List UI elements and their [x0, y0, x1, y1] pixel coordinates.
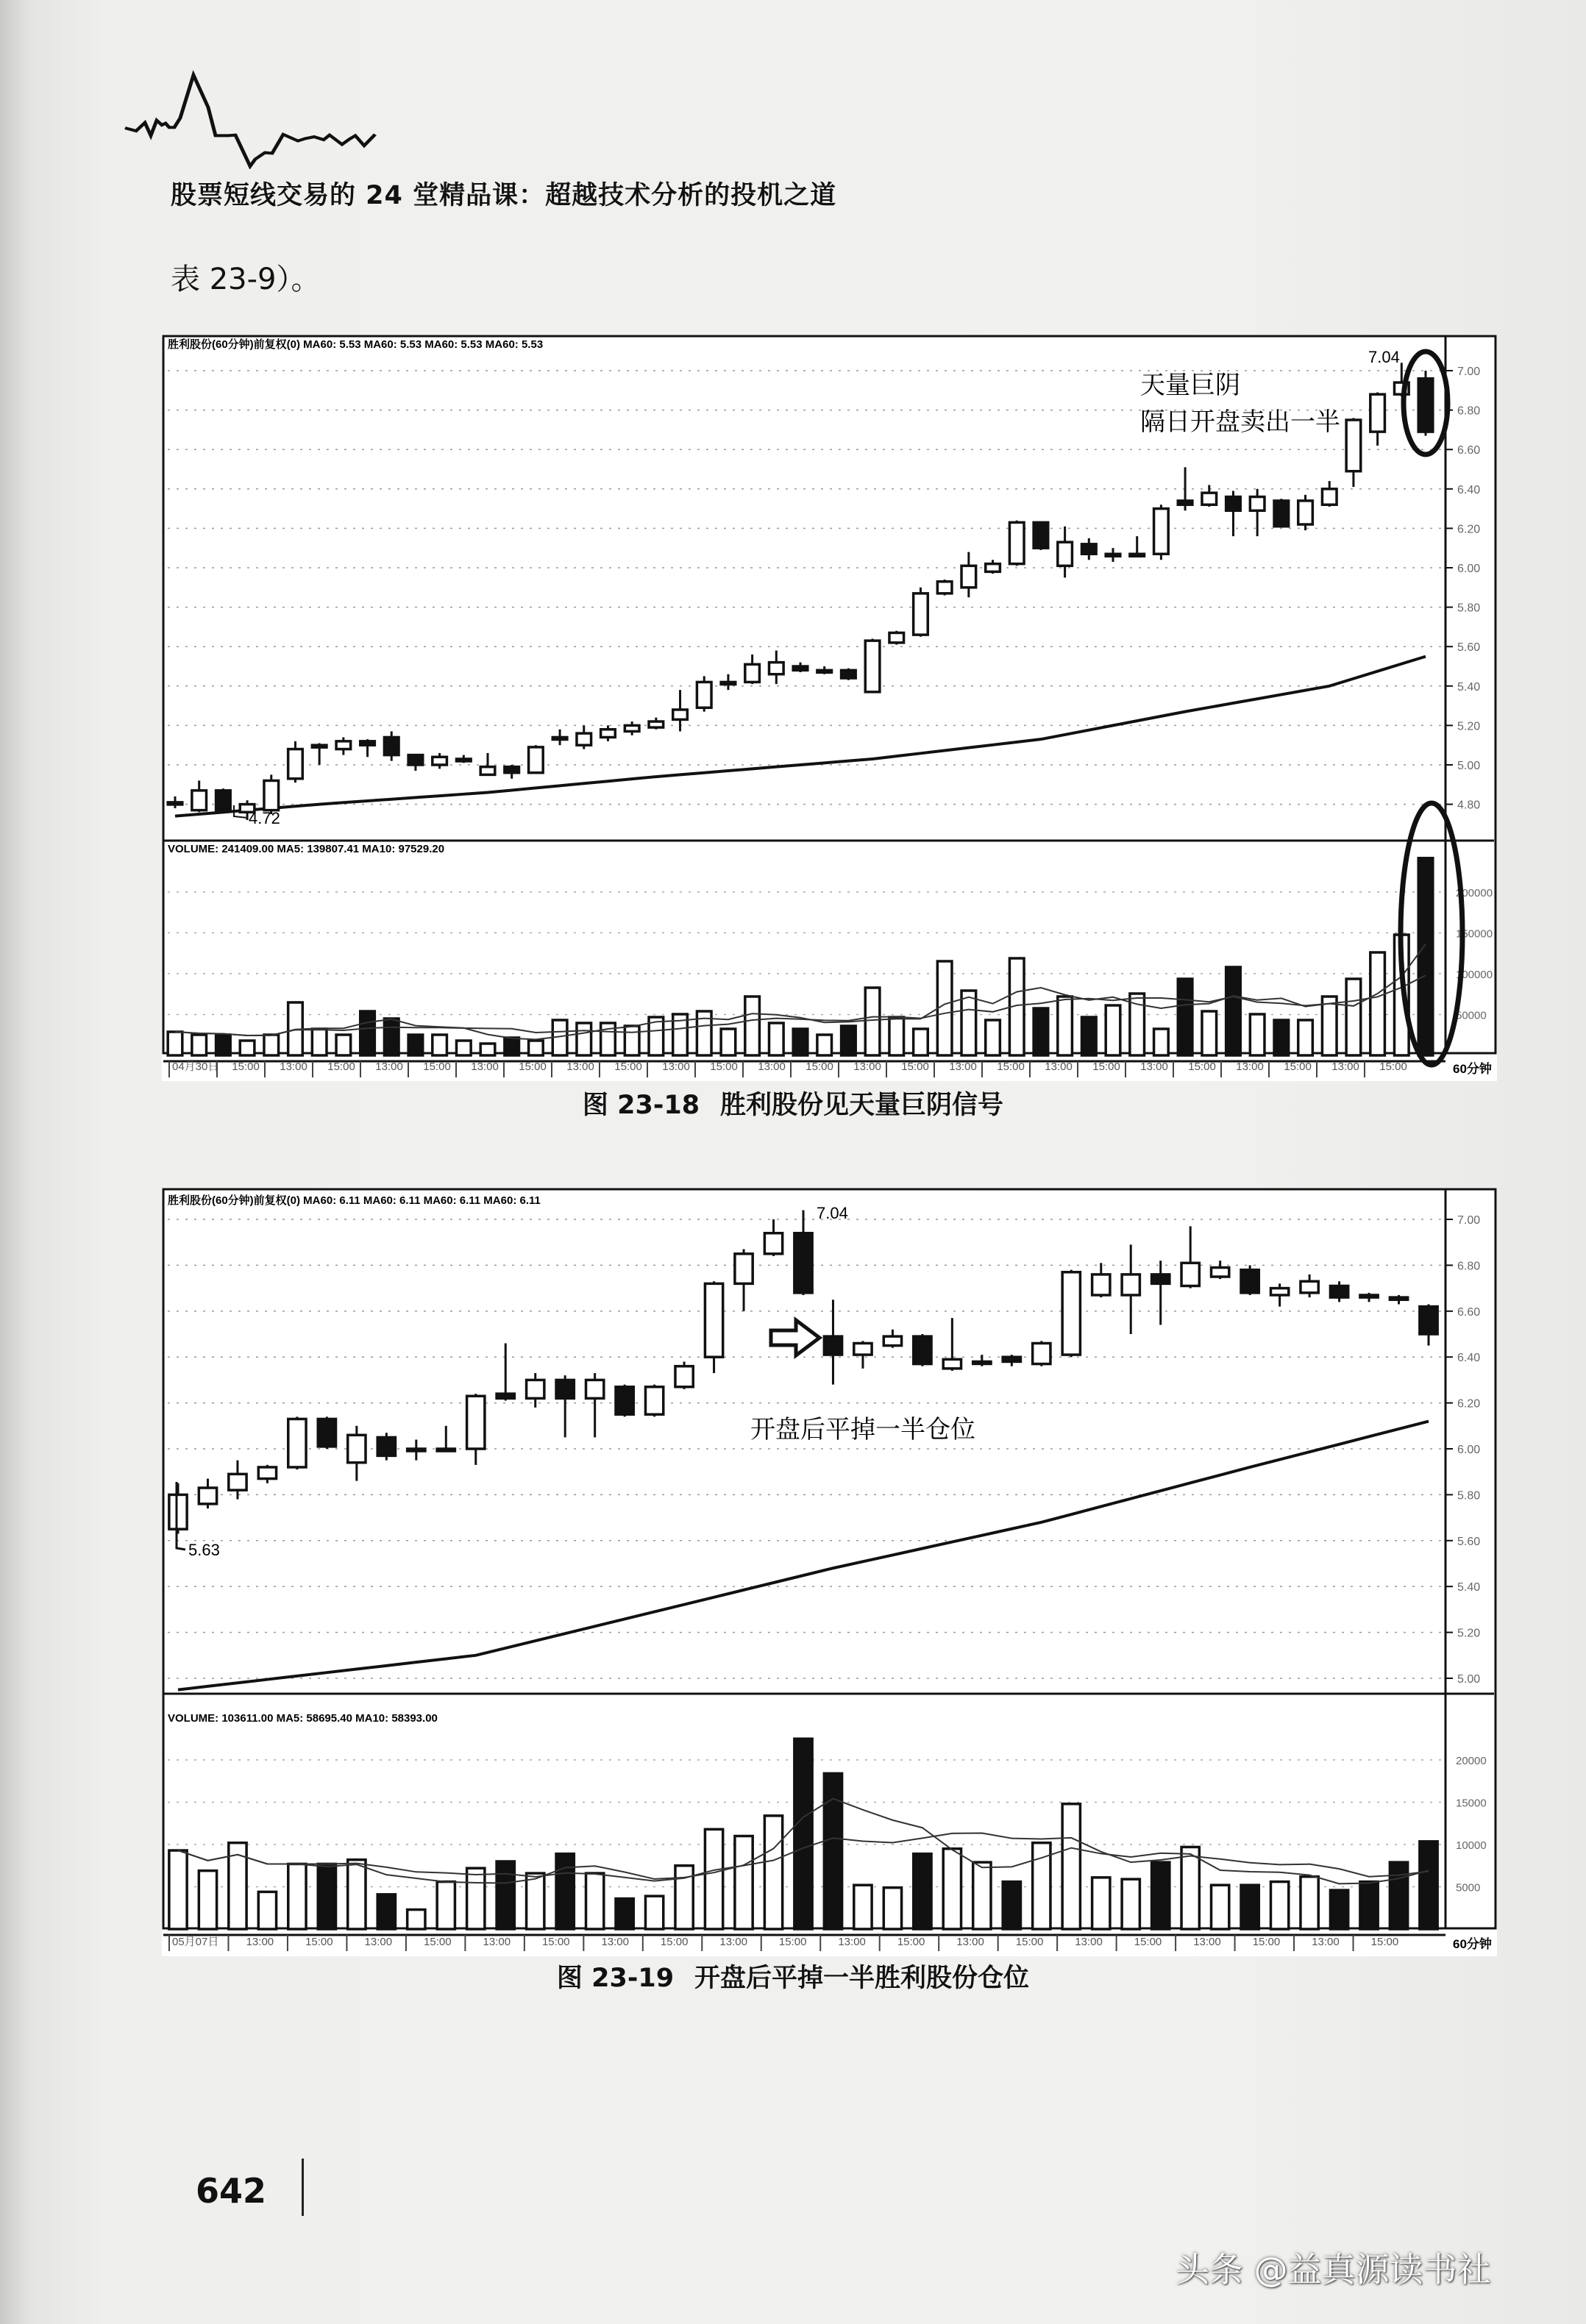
volume-bar [1181, 1847, 1199, 1929]
time-label: 13:00 [280, 1061, 307, 1073]
volume-bar [645, 1896, 663, 1929]
time-label: 13:00 [1193, 1936, 1221, 1948]
volume-bar [1154, 1029, 1169, 1055]
price-tick-label: 5.20 [1457, 720, 1481, 733]
time-label: 13:00 [471, 1061, 499, 1073]
candle-down [616, 1387, 633, 1414]
volume-bar [937, 961, 952, 1055]
volume-panel-header: VOLUME: 103611.00 MA5: 58695.40 MA10: 58393.00 [168, 1712, 438, 1725]
candle-down [1420, 1307, 1437, 1334]
candle-up [943, 1359, 961, 1368]
time-label: 13:00 [949, 1061, 977, 1073]
candle-up [288, 749, 303, 779]
candle-up [437, 1449, 455, 1451]
volume-tick-label: 20000 [1456, 1755, 1487, 1767]
volume-bar [408, 1910, 425, 1929]
volume-bar [433, 1035, 447, 1055]
volume-bar [457, 1041, 472, 1055]
volume-bar [1298, 1020, 1313, 1055]
candle-up [854, 1343, 872, 1355]
volume-bar [675, 1866, 693, 1929]
candle-down [497, 1394, 514, 1398]
volume-bar [556, 1854, 574, 1929]
candle-down [377, 1437, 395, 1455]
volume-bar [437, 1882, 455, 1929]
volume-bar [769, 1023, 784, 1055]
book-logo-mountain-icon [121, 66, 497, 169]
volume-bar [1202, 1011, 1217, 1055]
time-label: 15:00 [1284, 1061, 1312, 1073]
price-tick-label: 7.00 [1457, 1214, 1481, 1227]
candle-up [1181, 1263, 1199, 1286]
candle-up [1058, 542, 1073, 566]
candle-up [408, 1449, 425, 1451]
volume-bar [1346, 979, 1361, 1055]
caption-number: 图 23-18 [582, 1091, 700, 1120]
volume-bar [1106, 1005, 1120, 1055]
candle-up [1062, 1272, 1080, 1355]
annotation-text-sell-half: 隔日开盘卖出一半 [1140, 408, 1340, 436]
volume-bar [745, 997, 760, 1055]
candle-down [384, 737, 399, 755]
candle-up [1154, 509, 1169, 555]
candle-up [1130, 554, 1145, 556]
candle-up [937, 582, 952, 594]
candle-down [360, 741, 375, 745]
volume-bar [973, 1862, 991, 1929]
candle-up [457, 759, 472, 761]
volume-bar [360, 1011, 375, 1055]
price-tick-label: 7.00 [1457, 366, 1481, 378]
candle-down [1226, 497, 1241, 511]
candle-down [1178, 501, 1192, 505]
price-tick-label: 6.20 [1457, 1397, 1481, 1411]
volume-bar [1322, 997, 1337, 1055]
candle-up [649, 721, 664, 727]
candle-up [865, 641, 880, 692]
volume-bar [497, 1861, 514, 1929]
volume-bar [586, 1873, 604, 1929]
candle-up [735, 1254, 753, 1284]
price-tick-label: 6.00 [1457, 1444, 1481, 1456]
volume-bar [616, 1899, 633, 1929]
price-tick-label: 5.40 [1457, 1581, 1481, 1594]
price-panel-header: 胜利股份(60分钟)前复权(0) MA60: 6.11 MA60: 6.11 MA60: 6.11 MA60: 6.11 [168, 1194, 541, 1207]
time-label: 15:00 [305, 1936, 333, 1948]
time-label: 15:00 [519, 1061, 547, 1073]
candle-down [1360, 1295, 1378, 1297]
time-label: 15:00 [541, 1936, 570, 1948]
time-label: 15:00 [1015, 1936, 1044, 1948]
low-price-label: 4.72 [249, 809, 280, 827]
candle-down [1003, 1357, 1020, 1361]
time-label: 13:00 [1140, 1061, 1168, 1073]
candle-up [973, 1361, 991, 1364]
candle-up [1301, 1281, 1318, 1293]
candle-down [1274, 501, 1289, 527]
price-tick-label: 5.80 [1457, 1489, 1481, 1503]
time-label: 04月30日 [172, 1061, 219, 1073]
candle-up [1092, 1275, 1110, 1295]
volume-tick-label: 10000 [1456, 1839, 1487, 1852]
volume-bar [986, 1020, 1000, 1055]
book-running-title: 股票短线交易的 24 堂精品课：超越技术分析的投机之道 [171, 181, 837, 210]
volume-bar [1178, 979, 1192, 1055]
volume-bar [764, 1816, 782, 1929]
candle-up [889, 632, 904, 642]
candle-down [408, 755, 423, 765]
period-label: 60分钟 [1453, 1937, 1492, 1951]
volume-bar [817, 1035, 832, 1055]
candle-down [1034, 522, 1048, 548]
time-label: 15:00 [778, 1936, 807, 1948]
volume-tick-label: 100000 [1456, 968, 1493, 981]
volume-bar [336, 1035, 351, 1055]
candle-down [1082, 544, 1097, 554]
volume-bar [312, 1029, 327, 1055]
volume-bar [721, 1029, 736, 1055]
volume-bar [883, 1888, 901, 1929]
volume-tick-label: 15000 [1456, 1797, 1487, 1810]
time-label: 13:00 [838, 1936, 866, 1948]
candle-down [793, 666, 808, 670]
price-tick-label: 5.60 [1457, 1535, 1481, 1548]
price-tick-label: 4.80 [1457, 799, 1481, 812]
time-label: 13:00 [853, 1061, 881, 1073]
volume-bar [168, 1032, 182, 1055]
figure-caption-23-18 [0, 1085, 1586, 1122]
candle-up [312, 745, 327, 747]
volume-bar [1034, 1008, 1048, 1055]
volume-bar [914, 1854, 931, 1929]
time-label: 15:00 [1134, 1936, 1162, 1948]
candle-up [914, 594, 928, 635]
candle-up [527, 1380, 544, 1398]
price-tick-label: 6.00 [1457, 563, 1481, 575]
candle-up [645, 1387, 663, 1414]
candle-down [1390, 1297, 1407, 1300]
price-tick-label: 5.60 [1457, 641, 1481, 655]
price-tick-label: 6.60 [1457, 1305, 1481, 1319]
ma60-line [175, 657, 1426, 816]
time-label: 13:00 [364, 1936, 393, 1948]
volume-bar [1250, 1014, 1265, 1055]
candle-up [288, 1419, 306, 1467]
volume-bar [348, 1860, 366, 1929]
candle-up [1270, 1288, 1288, 1295]
volume-bar [793, 1029, 808, 1055]
volume-bar [1122, 1879, 1139, 1929]
volume-bar [1418, 858, 1433, 1055]
body-text-line: 表 23-9）。 [171, 263, 321, 296]
candle-up [745, 664, 760, 682]
time-label: 13:00 [1075, 1936, 1103, 1948]
price-tick-label: 5.80 [1457, 602, 1481, 615]
volume-bar [735, 1836, 753, 1930]
annotation-text-close-half: 开盘后平掉一半仓位 [750, 1416, 975, 1444]
time-label: 15:00 [232, 1061, 260, 1073]
volume-bar [467, 1868, 485, 1929]
candle-down [556, 1380, 574, 1398]
candle-up [673, 710, 688, 719]
volume-bar [1301, 1877, 1318, 1929]
time-label: 13:00 [1331, 1061, 1359, 1073]
volume-bar [408, 1035, 423, 1055]
page-number: 642 [196, 2171, 267, 2211]
candle-up [199, 1488, 216, 1504]
candle-down [216, 791, 231, 810]
time-label: 15:00 [1252, 1936, 1281, 1948]
candle-up [601, 730, 616, 738]
candle-down [824, 1336, 842, 1355]
volume-bar [1370, 952, 1385, 1055]
volume-bar [842, 1026, 856, 1055]
volume-bar [1390, 1862, 1407, 1929]
annotation-text-huge-volume: 天量巨阴 [1140, 371, 1240, 399]
candle-up [480, 767, 495, 775]
candle-up [168, 802, 182, 805]
candle-down [794, 1233, 812, 1293]
time-label: 15:00 [327, 1061, 355, 1073]
candle-up [675, 1366, 693, 1387]
price-tick-label: 5.40 [1457, 680, 1481, 694]
time-label: 13:00 [1312, 1936, 1340, 1948]
price-tick-label: 5.00 [1457, 1673, 1481, 1686]
volume-bar [1270, 1882, 1288, 1929]
volume-bar [1092, 1878, 1110, 1929]
price-tick-label: 5.20 [1457, 1627, 1481, 1640]
price-tick-label: 6.80 [1457, 1260, 1481, 1273]
chart-frame [163, 336, 1496, 1053]
volume-bar [480, 1044, 495, 1055]
volume-bar [505, 1038, 519, 1055]
time-label: 13:00 [758, 1061, 786, 1073]
volume-tick-label: 5000 [1456, 1881, 1481, 1895]
volume-bar [1226, 967, 1241, 1055]
candle-up [264, 780, 279, 810]
volume-bar [199, 1871, 216, 1929]
candle-up [1370, 394, 1385, 432]
volume-bar [1062, 1804, 1080, 1929]
volume-bar [865, 988, 880, 1055]
volume-bar [1152, 1862, 1170, 1929]
volume-bar [264, 1035, 279, 1055]
volume-bar [288, 1864, 306, 1929]
volume-bar [1082, 1017, 1097, 1055]
volume-bar [705, 1829, 722, 1929]
time-label: 13:00 [719, 1936, 747, 1948]
figure-caption-23-19 [0, 1958, 1586, 1995]
volume-bar [240, 1041, 255, 1055]
volume-bar [577, 1023, 591, 1055]
volume-bar [943, 1849, 961, 1929]
time-label: 13:00 [662, 1061, 690, 1073]
volume-bar [889, 1017, 904, 1055]
price-tick-label: 6.80 [1457, 404, 1481, 418]
time-label: 13:00 [246, 1936, 274, 1948]
caption-text: 胜利股份见天量巨阴信号 [720, 1091, 1004, 1120]
volume-bar [192, 1035, 207, 1055]
candle-down [318, 1419, 335, 1446]
candle-up [705, 1283, 722, 1357]
candle-up [229, 1474, 246, 1490]
high-price-label: 7.04 [1368, 348, 1400, 366]
volume-bar [961, 991, 976, 1055]
volume-bar [527, 1873, 544, 1929]
time-label: 05月07日 [172, 1936, 219, 1948]
low-price-label: 5.63 [188, 1541, 220, 1559]
time-label: 15:00 [423, 1061, 451, 1073]
time-label: 15:00 [997, 1061, 1025, 1073]
time-label: 15:00 [614, 1061, 642, 1073]
candle-down [505, 767, 519, 773]
price-tick-label: 6.60 [1457, 444, 1481, 457]
time-label: 13:00 [566, 1061, 594, 1073]
volume-bar [794, 1739, 812, 1929]
candle-up [721, 682, 736, 684]
candle-up [1009, 522, 1024, 563]
time-label: 13:00 [1236, 1061, 1264, 1073]
volume-bar [1212, 1885, 1229, 1929]
volume-bar [384, 1019, 399, 1055]
volume-bar [914, 1029, 928, 1055]
candle-up [529, 747, 544, 773]
candle-up [697, 682, 711, 707]
time-label: 13:00 [1045, 1061, 1073, 1073]
watermark: 头条 @益真源读书社 [1176, 2250, 1491, 2289]
volume-bar [377, 1895, 395, 1929]
volume-bar [1058, 997, 1073, 1055]
volume-tick-label: 200000 [1456, 886, 1493, 899]
candle-up [467, 1396, 485, 1449]
volume-bar [854, 1885, 872, 1929]
time-label: 15:00 [897, 1936, 925, 1948]
volume-bar [318, 1864, 335, 1929]
time-label: 15:00 [660, 1936, 689, 1948]
volume-bar [216, 1035, 231, 1055]
candle-up [1212, 1268, 1229, 1277]
candle-down [1330, 1286, 1348, 1297]
period-label: 60分钟 [1453, 1062, 1492, 1076]
candle-up [817, 670, 832, 672]
candle-up [552, 737, 567, 739]
time-label: 15:00 [710, 1061, 738, 1073]
candle-up [192, 791, 207, 810]
time-label: 15:00 [1370, 1936, 1399, 1948]
candle-up [1106, 554, 1120, 556]
volume-bar [1330, 1890, 1348, 1929]
candle-up [883, 1336, 901, 1345]
volume-bar [1241, 1885, 1259, 1929]
candle-up [1122, 1275, 1139, 1295]
price-tick-label: 6.20 [1457, 523, 1481, 536]
time-label: 13:00 [375, 1061, 403, 1073]
time-label: 15:00 [901, 1061, 929, 1073]
candle-up [1250, 497, 1265, 511]
volume-bar [824, 1773, 842, 1929]
time-label: 15:00 [1379, 1061, 1407, 1073]
volume-bar [169, 1850, 187, 1929]
price-panel-header: 胜利股份(60分钟)前复权(0) MA60: 5.53 MA60: 5.53 MA60: 5.53 MA60: 5.53 [168, 338, 544, 351]
page-number-divider [302, 2159, 304, 2216]
volume-bar [529, 1041, 544, 1055]
volume-bar [1274, 1020, 1289, 1055]
candlestick-chart-figure-23-19 [162, 1188, 1497, 1956]
right-arrow-icon [771, 1320, 819, 1355]
candle-up [769, 663, 784, 674]
time-label: 13:00 [601, 1936, 629, 1948]
volume-bar [625, 1026, 639, 1055]
price-tick-label: 5.00 [1457, 760, 1481, 772]
time-label: 15:00 [424, 1936, 452, 1948]
candle-up [586, 1380, 604, 1398]
volume-bar [1003, 1882, 1020, 1929]
volume-bar [1420, 1842, 1437, 1929]
candle-up [336, 741, 351, 749]
candle-up [961, 566, 976, 587]
candle-up [1033, 1343, 1050, 1364]
candle-down [1241, 1270, 1259, 1293]
price-tick-label: 6.40 [1457, 483, 1481, 496]
candle-up [1298, 501, 1313, 524]
time-label: 13:00 [956, 1936, 984, 1948]
candlestick-chart-figure-23-18 [162, 335, 1497, 1081]
candle-down [842, 670, 856, 678]
candle-up [169, 1494, 187, 1529]
candle-down [1152, 1275, 1170, 1283]
price-tick-label: 6.40 [1457, 1352, 1481, 1365]
caption-text: 开盘后平掉一半胜利股份仓位 [694, 1964, 1030, 1993]
candle-up [625, 725, 639, 731]
candle-up [348, 1435, 366, 1462]
candle-up [764, 1233, 782, 1254]
candle-down [1418, 379, 1433, 432]
volume-bar [1360, 1882, 1378, 1929]
candle-up [577, 733, 591, 745]
time-label: 15:00 [806, 1061, 833, 1073]
volume-panel-header: VOLUME: 241409.00 MA5: 139807.41 MA10: 97529.20 [168, 843, 445, 855]
high-price-label: 7.04 [817, 1204, 848, 1222]
candle-up [986, 564, 1000, 572]
candle-up [1322, 489, 1337, 505]
candle-up [1202, 493, 1217, 505]
volume-tick-label: 150000 [1456, 927, 1493, 941]
time-label: 15:00 [1092, 1061, 1120, 1073]
candle-up [433, 757, 447, 765]
time-label: 15:00 [1188, 1061, 1216, 1073]
candle-up [1346, 420, 1361, 471]
caption-number: 图 23-19 [556, 1964, 675, 1993]
volume-bar [258, 1892, 276, 1929]
candle-up [258, 1467, 276, 1479]
volume-tick-label: 50000 [1456, 1009, 1487, 1022]
time-label: 13:00 [483, 1936, 511, 1948]
candle-down [914, 1336, 931, 1364]
